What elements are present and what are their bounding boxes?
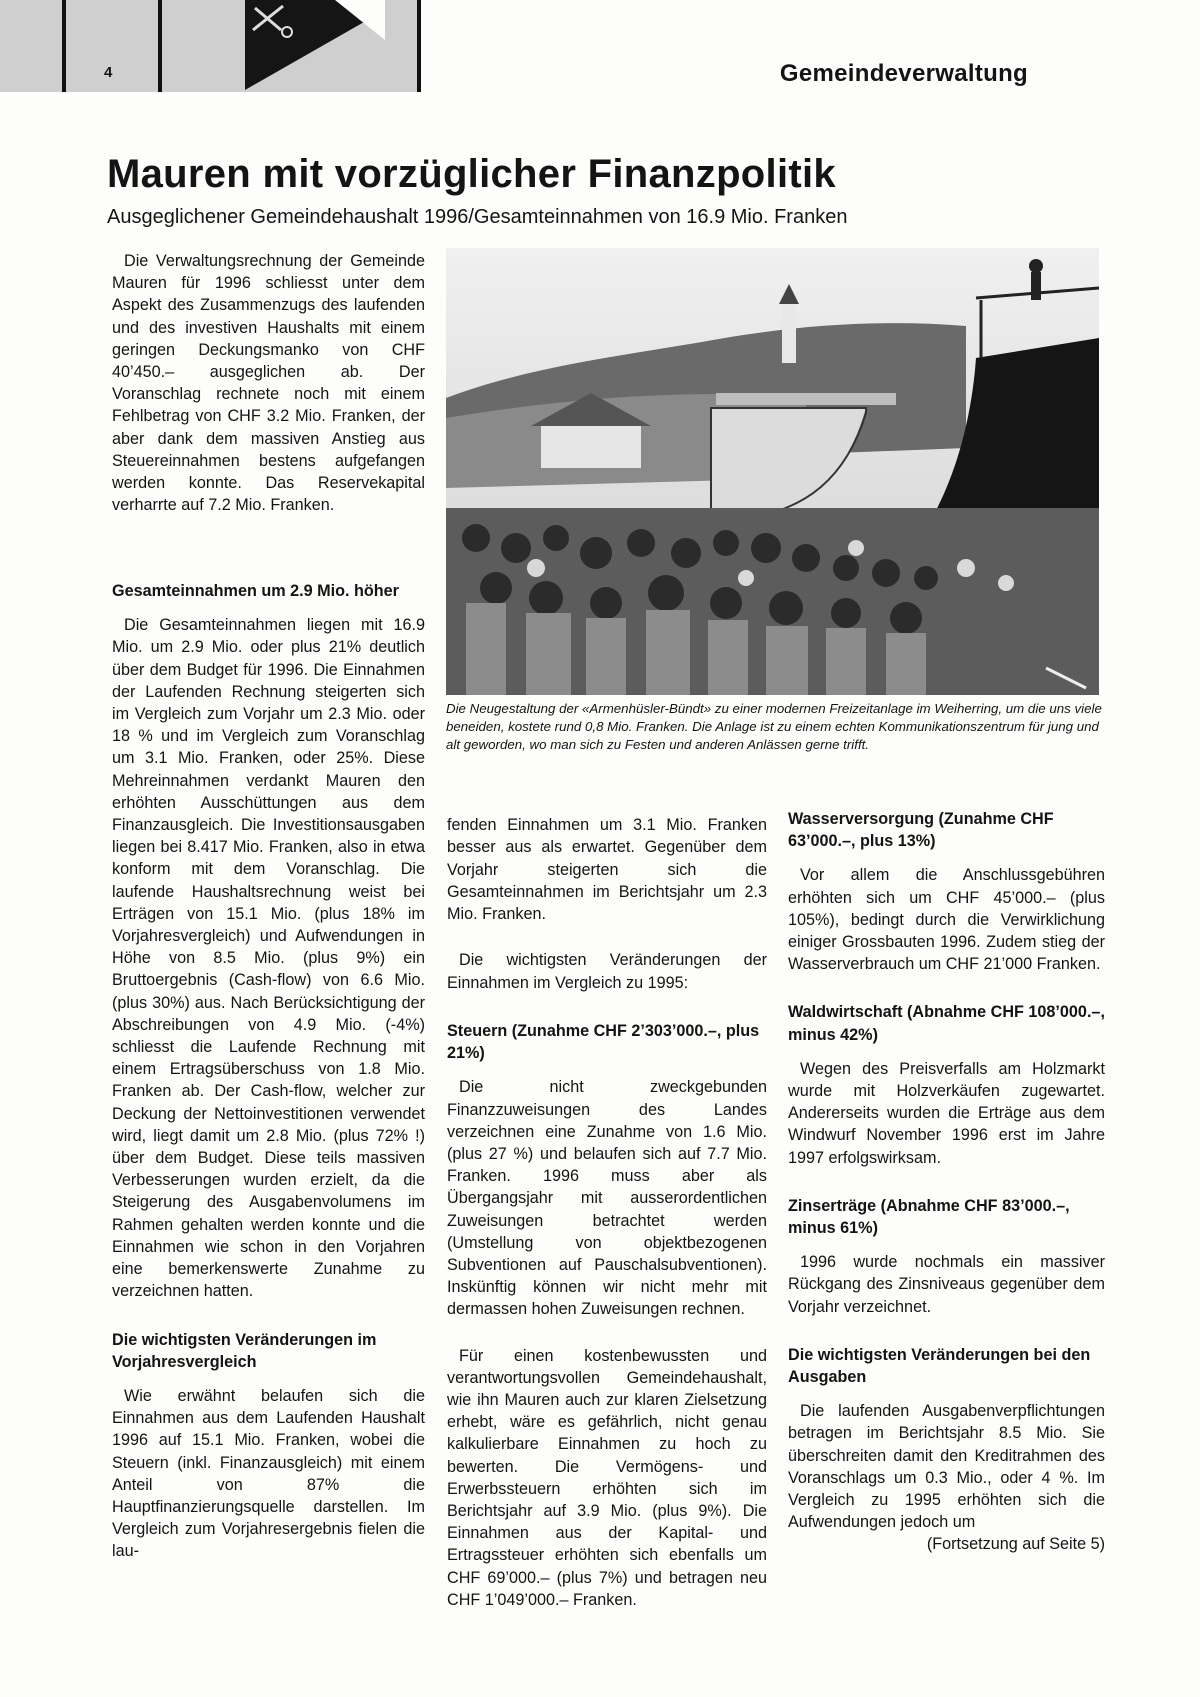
- paragraph-kostenbewusst: Für einen kostenbewussten und verantwortungsvollen Gemeindehaushalt, wie ihn Mauren auch zur klaren Zielsetzung erhebt, wäre es gefährlich, nicht genau kalkulierbare Einnahmen zu hoch zu bewerten. Die Vermögens- und Erwerbssteuern erhöhten sich im Berichtsjahr auf 3.9 Mio. (plus 9%). Die Einnahmen aus der Kapital- und Ertragssteuer erhöhten sich ebenfalls um CHF 69’000.– (plus 7%) und betragen neu CHF 1’049’000.– Franken.: [447, 1346, 767, 1609]
- heading-ausgaben: Die wichtigsten Veränderungen bei den Ausgaben: [788, 1345, 1091, 1387]
- page-number: 4: [104, 64, 113, 81]
- heading-gesamteinnahmen: Gesamteinnahmen um 2.9 Mio. höher: [112, 582, 399, 600]
- skatepark-photo: [446, 248, 1099, 695]
- section-title: Gemeindeverwaltung: [779, 60, 1028, 87]
- header-rule: [158, 0, 162, 92]
- coat-of-arms-icon: [245, 0, 385, 90]
- paragraph-ausgaben: Die laufenden Ausgabenverpflichtungen betragen im Berichtsjahr 8.5 Mio. Sie überschreiten damit den Kreditrahmen des Voranschlags um 0.3 Mio., oder 4 %. Im Vergleich zu 1995 erhöhten sich die Aufwendungen jedoch um: [788, 1402, 1105, 1532]
- header-rule: [417, 0, 421, 92]
- column-3-body: [788, 808, 1105, 1556]
- header-rule: [62, 0, 66, 92]
- article-title: Mauren mit vorzüglicher Finanzpolitik: [107, 152, 836, 196]
- heading-wasserversorgung: Wasserversorgung (Zunahme CHF 63’000.–, plus 13%): [788, 810, 1054, 851]
- heading-waldwirtschaft: Waldwirtschaft (Abnahme CHF 108’000.–, minus 42%): [788, 1003, 1105, 1044]
- intro-paragraph: Die Verwaltungsrechnung der Gemeinde Mauren für 1996 schliesst unter dem Aspekt des Zusammenzugs des laufenden und des investiven Haushalts mit einem geringen Deckungsmanko von CHF 40’450.– ausgeglichen ab. Der Voranschlag rechnete noch mit einem Fehlbetrag von CHF 3.2 Mio. Franken, der aber dank dem massiven Anstieg aus Steuereinnahmen bestens aufgefangen werden konnte. Das Reservekapital verharrte auf 7.2 Mio. Franken.: [112, 252, 425, 515]
- paragraph-waldwirtschaft: Wegen des Preisverfalls am Holzmarkt wurde mit Holzverkäufen zugewartet. Andererseits wurden die Erträge aus dem Windwurf November 1996 erst im Jahre 1997 erfolgswirksam.: [788, 1059, 1105, 1167]
- paragraph-wasserversorgung: Vor allem die Anschlussgebühren erhöhten sich um CHF 45’000.– (plus 105%), bedingt durch die Verwirklichung einiger Grossbauten 1996. Zudem stieg der Wasserverbrauch um CHF 21’000 Franken.: [788, 866, 1105, 974]
- paragraph-vorjahr-tail: fenden Einnahmen um 3.1 Mio. Franken besser aus als erwartet. Gegenüber dem Vorjahr steigerten sich die Gesamteinnahmen im Berichtsjahr um 2.3 Mio. Franken.: [447, 816, 767, 924]
- paragraph-zinsertraege: 1996 wurde nochmals ein massiver Rückgang des Zinsniveaus gegenüber dem Vorjahr verzeichnet.: [788, 1253, 1105, 1316]
- heading-vorjahresvergleich: Die wichtigsten Veränderungen im Vorjahresvergleich: [112, 1330, 377, 1371]
- paragraph-vorjahresvergleich: Wie erwähnt belaufen sich die Einnahmen aus dem Laufenden Haushalt 1996 auf 15.1 Mio. Franken, wobei die Steuern (inkl. Finanzausgleich) mit einem Anteil von 87% die Hauptfinanzierungsquelle darstellen. Im Vergleich zum Vorjahresergebnis fielen die lau-: [112, 1386, 425, 1561]
- heading-steuern: Steuern (Zunahme CHF 2’303’000.–, plus 21%): [447, 1021, 760, 1063]
- heading-zinsertraege: Zinserträge (Abnahme CHF 83’000.–, minus 61%): [788, 1196, 1070, 1238]
- column-2-body: [447, 814, 767, 1611]
- column-1-body: [112, 580, 425, 1563]
- paragraph-steuern: Die nicht zweckgebunden Finanzzuweisungen des Landes verzeichnen eine Zunahme von 1.6 Mio. (plus 27 %) und belaufen sich auf 7.7 Mio. Franken. 1996 muss aber als Übergangsjahr mit ausserordentlichen Zuweisungen betrachtet werden (Umstellung von objektbezogenen Subventionen auf Pauschalsubventionen). Inskünftig können wir nicht mehr mit dermassen hohen Zuweisungen rechnen.: [447, 1078, 767, 1319]
- photo-caption: Die Neugestaltung der «Armenhüsler-Bündt» zu einer modernen Freizeitanlage im Weiherring, um die uns viele beneiden, kostete rund 0,8 Mio. Franken. Die Anlage ist zu einem echten Kommunikationszentrum für jung und alt geworden, wo man sich zu Festen und anderen Anlässen gerne trifft.: [446, 701, 1102, 752]
- article-subtitle: Ausgeglichener Gemeindehaushalt 1996/Gesamteinnahmen von 16.9 Mio. Franken: [107, 206, 848, 228]
- paragraph-gesamteinnahmen: Die Gesamteinnahmen liegen mit 16.9 Mio. um 2.9 Mio. oder plus 21% deutlich über dem Budget für 1996. Die Einnahmen der Laufenden Rechnung steigerten sich im Vergleich zum Vorjahr um 2.3 Mio. oder 18 % und im Vergleich zum Voranschlag um 3.1 Mio. Franken, oder 25%. Diese Mehreinnahmen verdankt Mauren den erhöhten Ausschüttungen aus dem Finanzausgleich. Die Investitionsausgaben liegen bei 8.417 Mio. Franken, also in etwa konform mit dem Voranschlag. Die laufende Haushaltsrechnung weist bei Erträgen von 15.1 Mio. (plus 18% im Vorjahresvergleich) und Aufwendungen in Höhe von 8.5 Mio. (plus 9%) ein Bruttoergebnis (Cash-flow) von 6.6 Mio. (plus 30%) aus. Nach Berücksichtigung der Abschreibungen von 4.9 Mio. (-4%) schliesst die Laufende Rechnung mit einem Ertragsüberschuss von 1.8 Mio. Franken ab. Der Cash-flow, welcher zur Deckung der Nettoinvestitionen verwendet wird, liegt damit um 2.8 Mio. (plus 72% !) über dem Budget. Diese teils massiven Verbesserungen wurden erzielt, da die Steigerung des Ausgabenvolumens im Rahmen gehalten werden konnte und die Einnahmen wie schon in den Vorjahren eine bemerkenswerte Zunahme zu verzeichnen hatten.: [112, 616, 425, 1301]
- paragraph-vergleich-1995: Die wichtigsten Veränderungen der Einnahmen im Vergleich zu 1995:: [447, 951, 767, 992]
- continuation-note: (Fortsetzung auf Seite 5): [926, 1535, 1105, 1554]
- paragraph-vorjahr-continued: [447, 814, 767, 925]
